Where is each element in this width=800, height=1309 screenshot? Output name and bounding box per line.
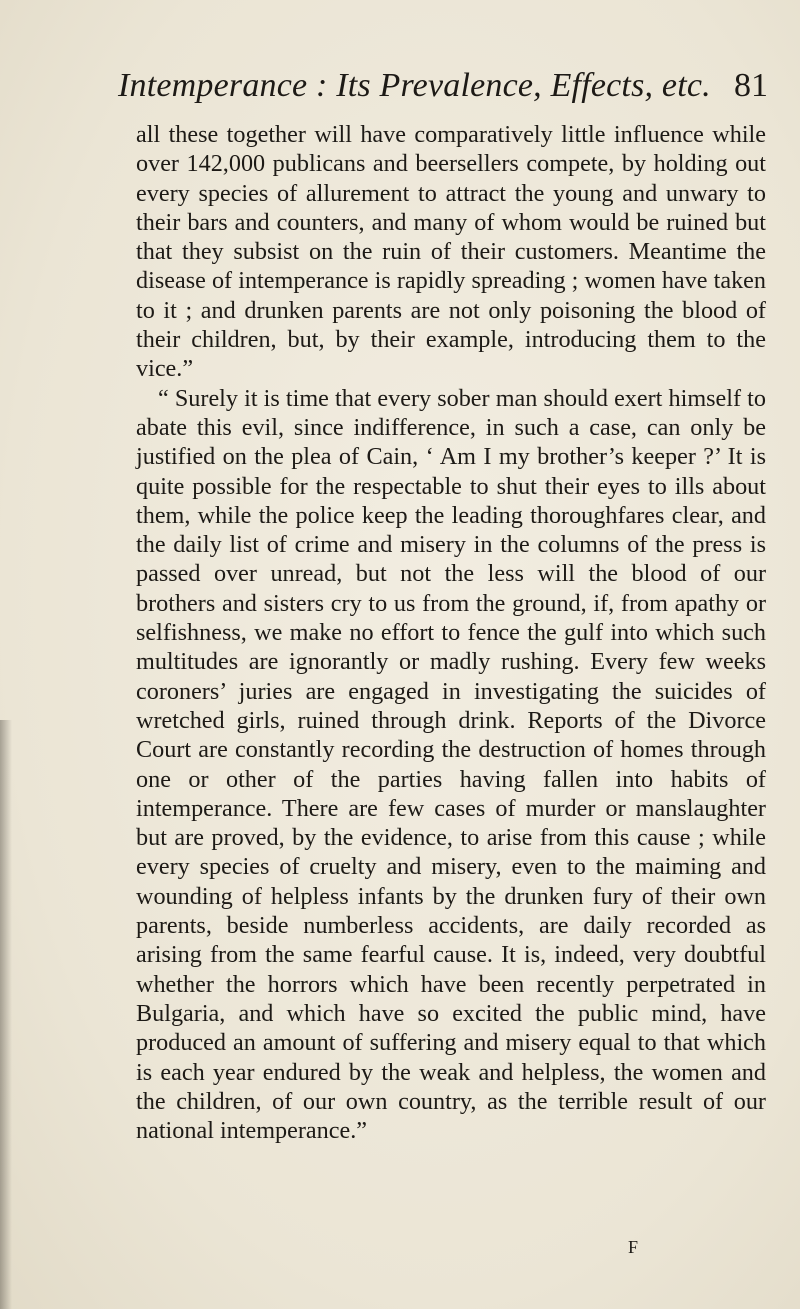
page-header [118,64,768,108]
page-number: 81 [734,67,768,104]
paragraph-1: all these together will have comparatively little influence while over 142,000 publicans and beersellers compete, by holding out every species of allurement to attract the young and unwary to their bars and counters, and many of whom would be ruined but that they subsist on the ruin of their customers. Meantime the disease of intemperance is rapidly spreading ; women have taken to it ; and drunken parents are not only poisoning the blood of their children, but, by their example, introducing them to the vice.” [136,121,766,383]
body-text [136,120,766,1145]
page-edge-shadow [0,720,12,1309]
signature-mark: F [628,1237,640,1257]
paragraph-2: “ Surely it is time that every sober man should exert himself to abate this evil, since indifference, in such a case, can only be justified on the plea of Cain, ‘ Am I my brother’s keeper ?’ It is quite possible for the respectable to shut their eyes to ills about them, while the police keep the leading thoroughfares clear, and the daily list of crime and misery in the columns of the press is passed over unread, but not the less will the blood of our brothers and sisters cry to us from the ground, if, from apathy or selfishness, we make no effort to fence the gulf into which such multitudes are ignorantly or madly rushing. Every few weeks coroners’ juries are engaged in investigating the suicides of wretched girls, ruined through drink. Reports of the Divorce Court are constantly recording the destruction of homes through one or other of the parties having fallen into habits of intemperance. There are few cases of murder or manslaughter but are proved, by the evidence, to arise from this cause ; while every species of cruelty and misery, even to the maiming and wounding of helpless infants by the drunken fury of their own parents, beside numberless accidents, are daily recorded as arising from the same fearful cause. It is, indeed, very doubtful whether the horrors which have been recently perpetrated in Bulgaria, and which have so excited the public mind, have produced an amount of suffering and misery equal to that which is each year endured by the weak and helpless, the women and the children, of our own country, as the terrible result of our national intemperance.” [136,384,766,1145]
running-title: Intemperance : Its Prevalence, Effects, etc. [118,67,711,104]
